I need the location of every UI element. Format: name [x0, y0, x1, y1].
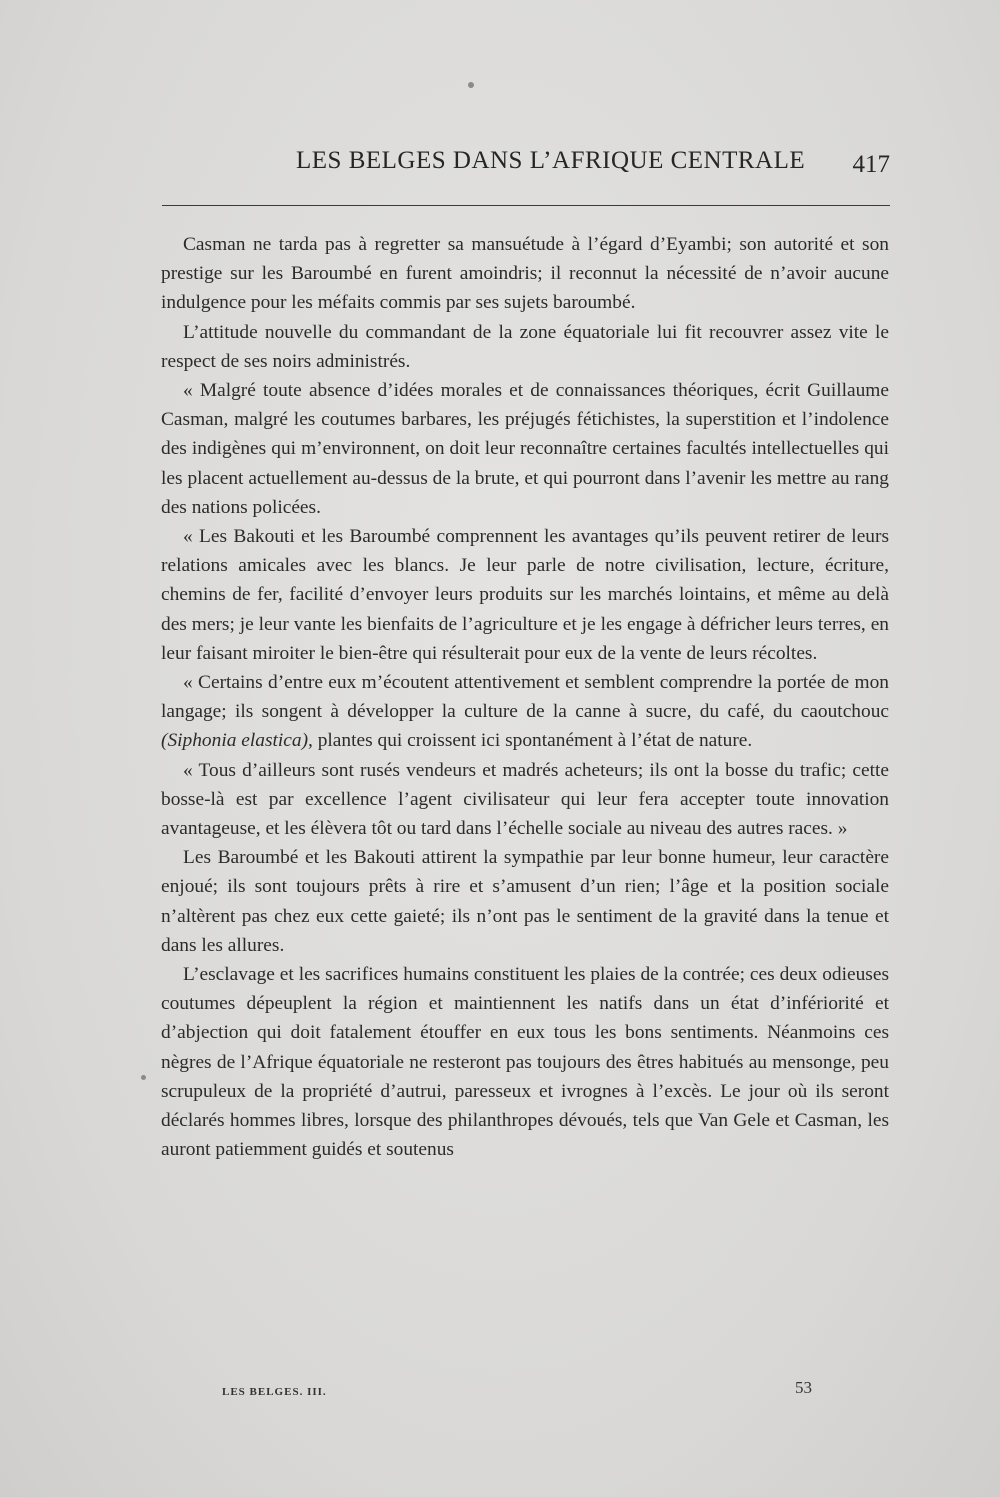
signature-mark: LES BELGES. III. — [222, 1386, 327, 1398]
paragraph-text: « Certains d’entre eux m’écoutent attentivement et semblent comprendre la portée de mon langage; ils songent à développer la culture de la canne à sucre, du café, du caoutchouc — [161, 672, 889, 723]
paragraph: « Malgré toute absence d’idées morales et de connaissances théoriques, écrit Guillaume Casman, malgré les coutumes barbares, les préjugés fétichistes, la superstition et l’indolence des indigènes qui m’environnent, on doit leur reconnaître certaines facultés intellectuelles qui les placent actuellement au-dessus de la brute, et qui pourront dans l’avenir les mettre au rang des nations policées. — [161, 380, 889, 518]
paragraph: « Tous d’ailleurs sont rusés vendeurs et madrés acheteurs; ils ont la bosse du trafic; cette bosse-là est par excellence l’agent civilisateur qui leur fera accepter toute innovation avantageuse, et les élèvera tôt ou tard dans l’échelle sociale au niveau des autres races. » — [161, 759, 889, 840]
sheet-number: 53 — [795, 1378, 812, 1397]
body-text — [161, 230, 889, 1165]
running-header — [160, 145, 890, 181]
header-rule — [162, 205, 890, 206]
paragraph-text: plantes qui croissent ici spontanément à l’état de nature. — [312, 730, 753, 752]
latin-name: (Siphonia elastica), — [161, 730, 313, 752]
paragraph: Casman ne tarda pas à regretter sa mansuétude à l’égard d’Eyambi; son autorité et son prestige sur les Baroumbé en furent amoindris; il reconnut la nécessité de n’avoir aucune indulgence pour les méfaits commis par ses sujets baroumbé. — [161, 234, 889, 314]
page-number: 417 — [852, 151, 890, 178]
paragraph: L’esclavage et les sacrifices humains constituent les plaies de la contrée; ces deux odieuses coutumes dépeuplent la région et maintiennent les natifs dans un état d’infériorité et d’abjection qui doit fatalement étouffer en eux tous les bons sentiments. Néanmoins ces nègres de l’Afrique équatoriale ne resteront pas toujours des êtres habitués au mensonge, peu scrupuleux de la propriété d’autrui, paresseux et ivrognes à l’excès. Le jour où ils seront déclarés hommes libres, lorsque des philanthropes dévoués, tels que Van Gele et Casman, les auront patiemment guidés et soutenus — [161, 964, 889, 1161]
paragraph — [161, 668, 889, 756]
running-title: LES BELGES DANS L’AFRIQUE CENTRALE — [296, 147, 806, 174]
page-footer — [160, 1378, 890, 1408]
paragraph: L’attitude nouvelle du commandant de la zone équatoriale lui fit recouvrer assez vite le respect de ses noirs administrés. — [161, 321, 889, 372]
paragraph: Les Baroumbé et les Bakouti attirent la sympathie par leur bonne humeur, leur caractère enjoué; ils sont toujours prêts à rire et s’amusent d’un rien; l’âge et la position sociale n’altèrent pas chez eux cette gaieté; ils n’ont pas le sentiment de la gravité dans la tenue et dans les allures. — [161, 847, 889, 956]
paper-speck — [468, 82, 474, 88]
paper-speck — [141, 1075, 146, 1080]
paragraph: « Les Bakouti et les Baroumbé comprennent les avantages qu’ils peuvent retirer de leurs relations amicales avec les blancs. Je leur parle de notre civilisation, lecture, écriture, chemins de fer, facilité d’envoyer leurs produits sur les marchés lointains, et même au delà des mers; je leur vante les bienfaits de l’agriculture et je les engage à défricher leurs terres, en leur faisant miroiter le bien-être qui résulterait pour eux de la vente de leurs récoltes. — [161, 526, 889, 664]
